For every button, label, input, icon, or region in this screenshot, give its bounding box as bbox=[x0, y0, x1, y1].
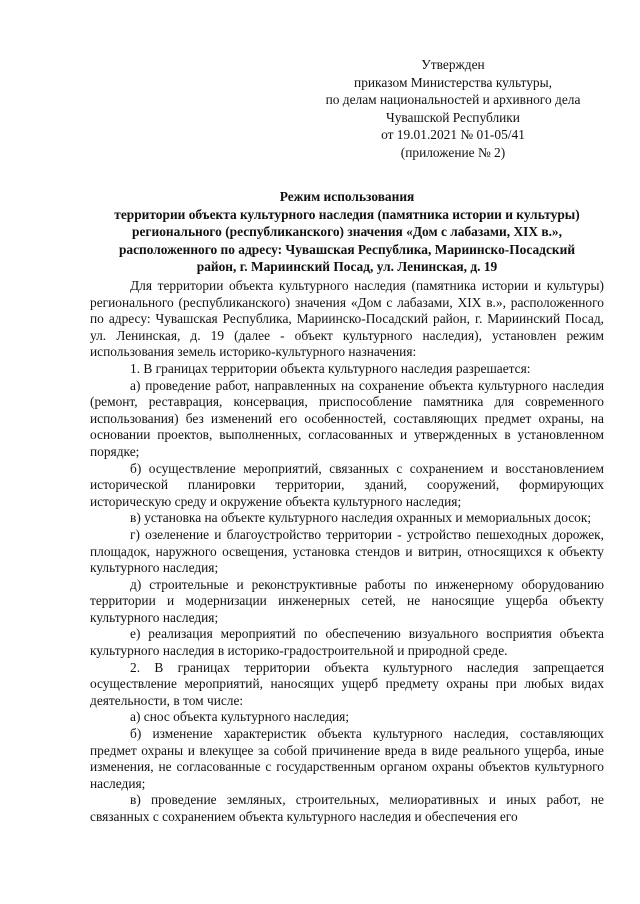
approval-line: (приложение № 2) bbox=[400, 144, 506, 160]
paragraph-item: б) изменение характеристик объекта культурного наследия, составляющих предмет охраны и влекущее за собой причинение вреда в виде реального ущерба, иные изменения, не согласованные с государственным органом охраны объектов культурного наследия; bbox=[90, 726, 604, 791]
paragraph-item: а) снос объекта культурного наследия; bbox=[130, 709, 350, 725]
paragraph-item: д) строительные и реконструктивные работы по инженерному оборудованию территории и модернизации инженерных сетей, не наносящие ущерба объекту культурного наследия; bbox=[90, 576, 604, 625]
paragraph-item: б) осуществление мероприятий, связанных с сохранением и восстановлением исторической планировки территории, зданий, сооружений, формирующих историческую среду и окружение объекта культурного наследия; bbox=[90, 460, 604, 509]
paragraph-item: г) озеленение и благоустройство территории - устройство пешеходных дорожек, площадок, наружного освещения, установка стендов и витрин, относящихся к объекту культурного наследия; bbox=[90, 526, 604, 576]
paragraph-item: в) проведение земляных, строительных, мелиоративных и иных работ, не связанных с сохранением объекта культурного наследия и обеспечения его bbox=[90, 792, 604, 824]
paragraph-section-1: 1. В границах территории объекта культурного наследия разрешается: bbox=[130, 360, 531, 376]
title-line: Режим использования bbox=[279, 189, 415, 204]
paragraph-item: е) реализация мероприятий по обеспечению визуального восприятия объекта культурного наследия в историко-градостроительной и природной среде. bbox=[90, 626, 604, 659]
approval-block bbox=[300, 56, 606, 162]
approval-line: Утвержден bbox=[421, 57, 485, 72]
document-body bbox=[90, 278, 604, 826]
paragraph-section-2: 2. В границах территории объекта культурного наследия запрещается осуществление мероприятий, наносящих ущерб предмету охраны при любых видах деятельности, в том числе: bbox=[90, 659, 604, 708]
paragraph-intro: Для территории объекта культурного наследия (памятника истории и культуры) регионального (республиканского) значения «Дом с лабазами, XIX в.», расположенного по адресу: Чувашская Республика, Мариинско-Посадский район, г. Мариинский Посад, ул. Ленинская, д. 19 (далее - объект культурного наследия), установлен режим использования земель историко-культурного назначения: bbox=[90, 278, 604, 360]
title-line: район, г. Мариинский Посад, ул. Ленинская, д. 19 bbox=[196, 259, 498, 275]
title-line: регионального (республиканского) значения «Дом с лабазами, XIX в.», bbox=[132, 224, 562, 240]
approval-line: Чувашской Республики bbox=[386, 109, 520, 125]
document-title bbox=[88, 188, 606, 276]
paragraph-item: а) проведение работ, направленных на сохранение объекта культурного наследия (ремонт, реставрация, консервация, приспособление памятника для современного использования) без изменений его особенностей, составляющих предмет охраны, на основании проектов, выполненных, согласованных и утвержденных в установленном порядке; bbox=[90, 377, 604, 459]
title-line: расположенного по адресу: Чувашская Республика, Мариинско-Посадский bbox=[118, 241, 576, 257]
title-line: территории объекта культурного наследия (памятника истории и культуры) bbox=[114, 206, 580, 222]
approval-line: приказом Министерства культуры, bbox=[354, 74, 552, 90]
paragraph-item: в) установка на объекте культурного наследия охранных и мемориальных досок; bbox=[130, 510, 592, 526]
approval-line: по делам национальностей и архивного дела bbox=[325, 92, 581, 108]
approval-line: от 19.01.2021 № 01-05/41 bbox=[381, 127, 525, 143]
